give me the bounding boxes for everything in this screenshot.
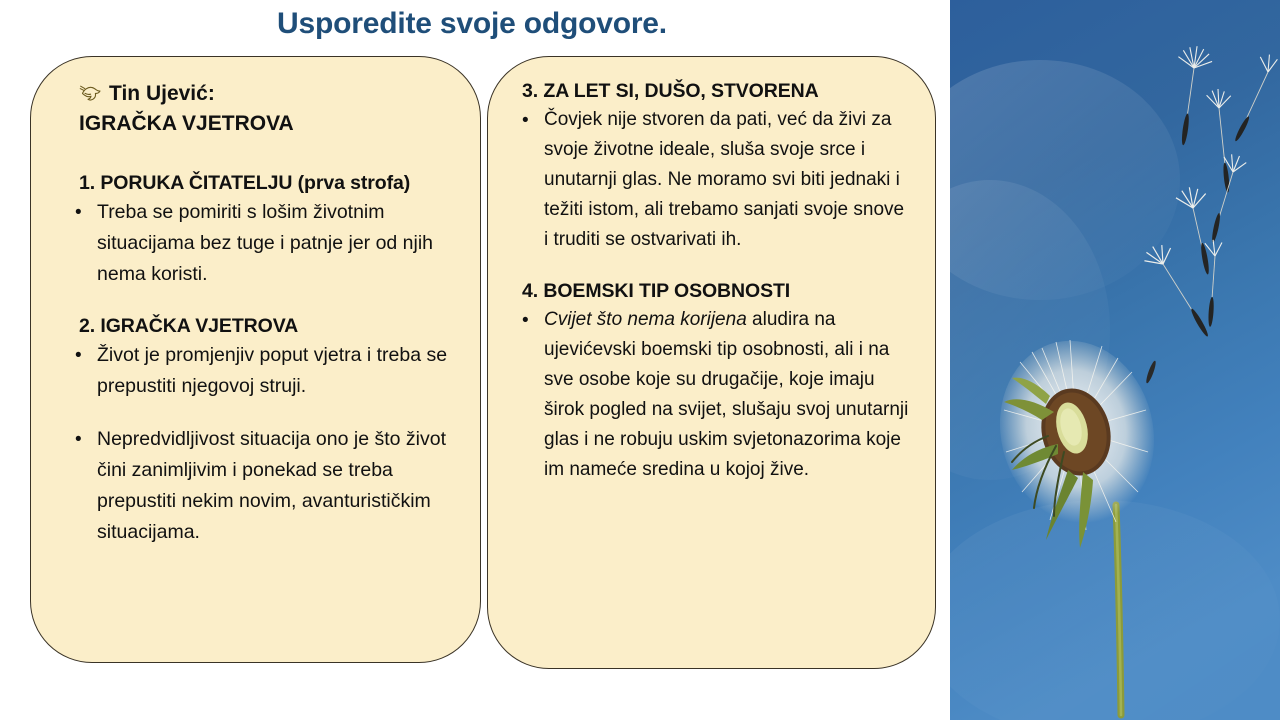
bullet-glyph: •: [75, 345, 82, 366]
right-content-card: [487, 56, 936, 669]
section-2-bullet-2: [71, 424, 458, 548]
quoted-verse: Cvijet što nema korijena: [544, 309, 747, 330]
bullet-glyph: •: [75, 202, 82, 223]
spacer: [57, 71, 458, 79]
bullet-glyph: •: [522, 110, 529, 131]
bullet-text-rest: aludira na ujevićevski boemski tip osobnosti, ali i na sve osobe koje su drugačije, koje imaju širok pogled na svijet, slušaju svoj unutarnji glas i ne robuju uskim svjetonazorima koje im nameće sredina u kojoj žive.: [544, 309, 909, 480]
spacer: [57, 139, 458, 169]
bullet-glyph: •: [75, 429, 82, 450]
bullet-glyph: •: [522, 310, 529, 331]
page-title: Usporedite svoje odgovore.: [277, 7, 667, 40]
author-line: [79, 79, 458, 109]
author-name: Tin Ujević:: [109, 82, 215, 105]
section-1-heading: 1. PORUKA ČITATELJU (prva strofa): [79, 172, 411, 194]
bullet-text: Treba se pomiriti s lošim životnim situacijama bez tuge i patnje jer od njih nema koristi.: [97, 201, 434, 285]
section-4-heading: 4. BOEMSKI TIP OSOBNOSTI: [522, 280, 791, 302]
bullet-text: [544, 305, 913, 485]
left-content-card: [30, 56, 481, 663]
spacer: [510, 255, 913, 277]
bullet-text: Čovjek nije stvoren da pati, već da živi za svoje životne ideale, sluša svoje srce i unutarnji glas. Ne moramo svi biti jednaki i težiti istom, ali trebamo sanjati svoje snove i truditi se ostvarivati ih.: [544, 109, 905, 250]
bullet-text: Nepredvidljivost situacija ono je što život čini zanimljivim i ponekad se treba prepustiti nekim novim, avanturističkim situacijama.: [97, 428, 447, 543]
dove-icon: [79, 81, 103, 101]
dandelion-photo: [950, 0, 1280, 720]
spacer: [510, 69, 913, 77]
section-1-bullet-1: [71, 197, 458, 290]
section-3-bullet-1: [518, 105, 913, 255]
section-2-bullet-1: [71, 340, 458, 402]
section-3-heading: 3. ZA LET SI, DUŠO, STVORENA: [522, 80, 819, 102]
section-2-heading: 2. IGRAČKA VJETROVA: [79, 315, 299, 337]
spacer: [57, 402, 458, 424]
poem-title: IGRAČKA VJETROVA: [79, 112, 294, 135]
section-4-bullet-1: [518, 305, 913, 485]
spacer: [57, 290, 458, 312]
bullet-text: Život je promjenjiv poput vjetra i treba se prepustiti njegovoj struji.: [97, 344, 448, 397]
